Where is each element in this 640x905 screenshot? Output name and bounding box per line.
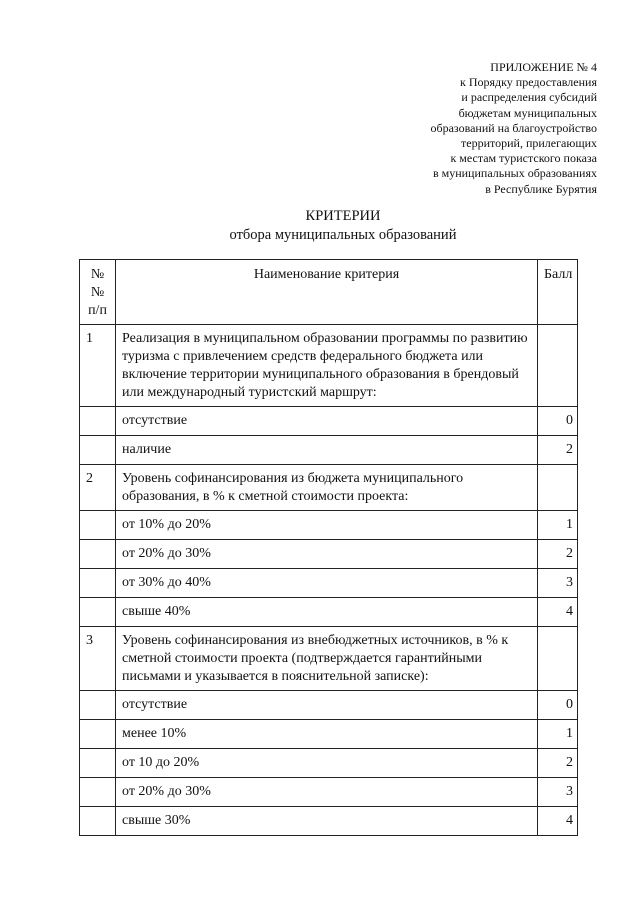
option-label: от 10% до 20% (116, 511, 538, 540)
option-score: 4 (538, 807, 578, 836)
option-row (80, 720, 578, 749)
annex-line: ПРИЛОЖЕНИЕ № 4 (490, 60, 597, 74)
option-row (80, 598, 578, 627)
option-label: от 20% до 30% (116, 540, 538, 569)
criterion-name: Реализация в муниципальном образовании программы по развитию туризма с привлечением средств федерального бюджета или включение территории муниципального образования в брендовый или международный туристский маршрут: (116, 325, 538, 407)
criterion-name: Уровень софинансирования из внебюджетных источников, в % к сметной стоимости проекта (подтверждается гарантийными письмами и указывается в пояснительной записке): (116, 627, 538, 691)
option-score: 0 (538, 691, 578, 720)
option-score: 2 (538, 436, 578, 465)
option-row (80, 407, 578, 436)
option-score: 2 (538, 749, 578, 778)
option-score: 3 (538, 778, 578, 807)
criterion-row (80, 627, 578, 691)
option-row (80, 511, 578, 540)
criterion-row (80, 465, 578, 511)
criterion-row (80, 325, 578, 407)
criterion-score-empty (538, 325, 578, 407)
option-row (80, 807, 578, 836)
option-row (80, 749, 578, 778)
document-subtitle: отбора муниципальных образований (229, 227, 457, 243)
criterion-score-empty (538, 627, 578, 691)
option-score: 1 (538, 511, 578, 540)
option-row (80, 691, 578, 720)
criterion-number: 1 (80, 325, 116, 407)
document-title: КРИТЕРИИ (305, 208, 381, 224)
annex-line: территорий, прилегающих (461, 136, 597, 151)
option-row (80, 540, 578, 569)
header-name: Наименование критерия (116, 260, 538, 325)
option-label: отсутствие (116, 691, 538, 720)
criterion-number: 2 (80, 465, 116, 511)
annex-line: бюджетам муниципальных (458, 105, 597, 120)
annex-line: образований на благоустройство (430, 120, 597, 135)
annex-line: и распределения субсидий (461, 90, 597, 105)
criterion-name: Уровень софинансирования из бюджета муниципального образования, в % к сметной стоимости проекта: (116, 465, 538, 511)
option-row (80, 569, 578, 598)
option-label: отсутствие (116, 407, 538, 436)
annex-line: в муниципальных образованиях (432, 166, 597, 181)
table-header-row (80, 260, 578, 325)
option-score: 1 (538, 720, 578, 749)
criteria-table (79, 259, 578, 836)
annex-line: в Республике Бурятия (485, 181, 597, 196)
option-row (80, 436, 578, 465)
option-label: от 20% до 30% (116, 778, 538, 807)
option-label: от 30% до 40% (116, 569, 538, 598)
option-label: от 10 до 20% (116, 749, 538, 778)
annex-line: к Порядку предоставления (459, 75, 597, 90)
option-score: 4 (538, 598, 578, 627)
option-label: свыше 40% (116, 598, 538, 627)
option-score: 2 (538, 540, 578, 569)
annex-line: к местам туристского показа (450, 151, 597, 166)
annex-block (430, 60, 597, 197)
option-label: свыше 30% (116, 807, 538, 836)
criterion-score-empty (538, 465, 578, 511)
header-num: №№ п/п (80, 260, 116, 325)
option-row (80, 778, 578, 807)
header-score: Балл (538, 260, 578, 325)
option-score: 0 (538, 407, 578, 436)
option-label: наличие (116, 436, 538, 465)
option-score: 3 (538, 569, 578, 598)
criterion-number: 3 (80, 627, 116, 691)
option-label: менее 10% (116, 720, 538, 749)
